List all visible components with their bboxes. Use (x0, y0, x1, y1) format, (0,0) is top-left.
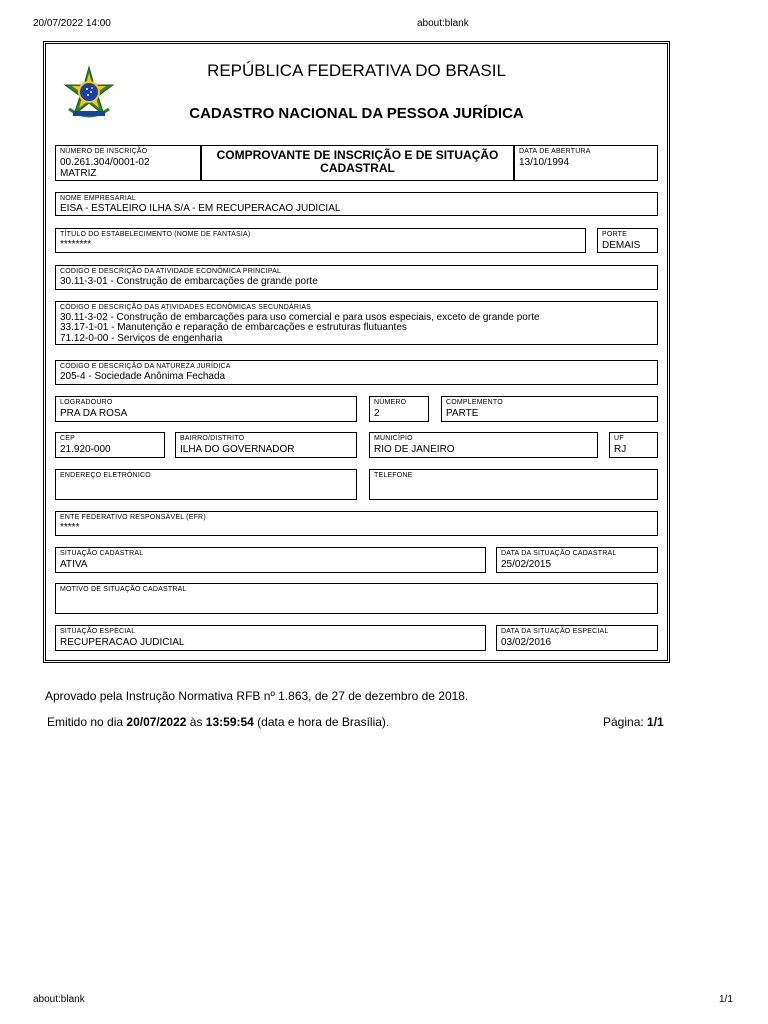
atividades-secundarias-label: CÓDIGO E DESCRIÇÃO DAS ATIVIDADES ECONÔMICAS SECUNDÁRIAS (60, 304, 312, 311)
porte-label: PORTE (602, 231, 627, 238)
complemento-label: COMPLEMENTO (446, 399, 503, 406)
cadastro-title: CADASTRO NACIONAL DA PESSOA JURÍDICA (189, 105, 524, 122)
emitido-suffix: (data e hora de Brasília). (253, 715, 390, 729)
atividades-secundarias-box (55, 301, 658, 345)
logradouro-box (55, 396, 357, 422)
porte-box (597, 228, 658, 253)
uf-box (609, 432, 658, 458)
comprovante-line1: COMPROVANTE DE INSCRIÇÃO E DE SITUAÇÃO (216, 148, 499, 162)
natureza-juridica-value: 205-4 - Sociedade Anônima Fechada (60, 371, 226, 382)
efr-value: ***** (60, 522, 80, 533)
complemento-value: PARTE (446, 408, 479, 419)
print-url-top: about:blank (417, 18, 469, 29)
telefone-box (369, 469, 658, 500)
emitido-time: 13:59:54 (205, 715, 254, 729)
motivo-label: MOTIVO DE SITUAÇÃO CADASTRAL (60, 586, 187, 593)
situacao-label: SITUAÇÃO CADASTRAL (60, 550, 144, 557)
abertura-box (514, 145, 658, 181)
nome-empresarial-box (55, 192, 658, 216)
efr-label: ENTE FEDERATIVO RESPONSÁVEL (EFR) (60, 514, 206, 521)
data-especial-label: DATA DA SITUAÇÃO ESPECIAL (501, 628, 609, 635)
abertura-value: 13/10/1994 (519, 157, 570, 168)
atividade-secundaria-item: 71.12-0-00 - Serviços de engenharia (60, 333, 223, 344)
numero-label: NÚMERO (374, 399, 407, 406)
emitido-mid: às (186, 715, 206, 729)
nome-empresarial-label: NOME EMPRESARIAL (60, 195, 136, 202)
numero-value: 2 (374, 408, 380, 419)
situacao-value: ATIVA (60, 559, 88, 570)
complemento-box (441, 396, 658, 422)
aprovado-text: Aprovado pela Instrução Normativa RFB nº 1.863, de 27 de dezembro de 2018. (45, 689, 469, 703)
logradouro-label: LOGRADOURO (60, 399, 113, 406)
print-url-bottom: about:blank (33, 994, 85, 1005)
emitido-text (47, 715, 389, 729)
inscricao-number: 00.261.304/0001-02 (60, 157, 150, 168)
comprovante-line2: CADASTRAL (320, 161, 395, 175)
telefone-label: TELEFONE (374, 472, 413, 479)
bairro-box (175, 432, 357, 458)
uf-value: RJ (614, 444, 627, 455)
situacao-especial-box (55, 625, 486, 651)
municipio-box (369, 432, 598, 458)
emitido-prefix: Emitido no dia (47, 715, 127, 729)
emitido-date: 20/07/2022 (126, 715, 187, 729)
bairro-label: BAIRRO/DISTRITO (180, 435, 245, 442)
print-datetime: 20/07/2022 14:00 (33, 18, 111, 29)
atividade-principal-label: CÓDIGO E DESCRIÇÃO DA ATIVIDADE ECONÔMICA PRINCIPAL (60, 268, 282, 275)
situacao-box (55, 547, 486, 573)
numero-box (369, 396, 429, 422)
nome-empresarial-value: EISA - ESTALEIRO ILHA S/A - EM RECUPERACAO JUDICIAL (60, 203, 341, 214)
print-page-count: 1/1 (719, 994, 733, 1005)
data-situacao-value: 25/02/2015 (501, 559, 552, 570)
cep-value: 21.920-000 (60, 444, 111, 455)
data-especial-box (496, 625, 658, 651)
efr-box (55, 511, 658, 536)
bairro-value: ILHA DO GOVERNADOR (180, 444, 295, 455)
fantasia-value: ******** (60, 239, 92, 250)
atividade-principal-value: 30.11-3-01 - Construção de embarcações de grande porte (60, 276, 318, 287)
inscricao-label: NÚMERO DE INSCRIÇÃO (60, 148, 148, 155)
pagina-text (603, 715, 664, 729)
atividade-principal-box (55, 265, 658, 290)
comprovante-box (201, 145, 514, 181)
email-box (55, 469, 357, 500)
porte-value: DEMAIS (602, 240, 641, 251)
fantasia-box (55, 228, 586, 253)
atividade-secundaria-item: 33.17-1-01 - Manutenção e reparação de embarcações e estruturas flutuantes (60, 322, 407, 333)
uf-label: UF (614, 435, 624, 442)
atividade-secundaria-item: 30.11-3-02 - Construção de embarcações para uso comercial e para usos especiais, exceto de grande porte (60, 312, 540, 323)
pagina-value: 1/1 (647, 715, 664, 729)
data-situacao-box (496, 547, 658, 573)
abertura-label: DATA DE ABERTURA (519, 148, 591, 155)
logradouro-value: PRA DA ROSA (60, 408, 128, 419)
data-situacao-label: DATA DA SITUAÇÃO CADASTRAL (501, 550, 617, 557)
natureza-juridica-label: CÓDIGO E DESCRIÇÃO DA NATUREZA JURÍDICA (60, 363, 231, 370)
situacao-especial-value: RECUPERACAO JUDICIAL (60, 637, 185, 648)
motivo-box (55, 583, 658, 614)
inscricao-type: MATRIZ (60, 168, 97, 179)
cep-label: CEP (60, 435, 75, 442)
natureza-juridica-box (55, 360, 658, 385)
municipio-label: MUNICÍPIO (374, 435, 413, 442)
situacao-especial-label: SITUAÇÃO ESPECIAL (60, 628, 136, 635)
email-label: ENDEREÇO ELETRÔNICO (60, 472, 151, 479)
pagina-label: Página: (603, 715, 648, 729)
municipio-value: RIO DE JANEIRO (374, 444, 455, 455)
cnpj-document (45, 43, 668, 661)
cep-box (55, 432, 165, 458)
republic-title: REPÚBLICA FEDERATIVA DO BRASIL (207, 61, 506, 80)
data-especial-value: 03/02/2016 (501, 637, 552, 648)
fantasia-label: TÍTULO DO ESTABELECIMENTO (NOME DE FANTASIA) (60, 231, 251, 238)
inscricao-box (55, 145, 201, 181)
